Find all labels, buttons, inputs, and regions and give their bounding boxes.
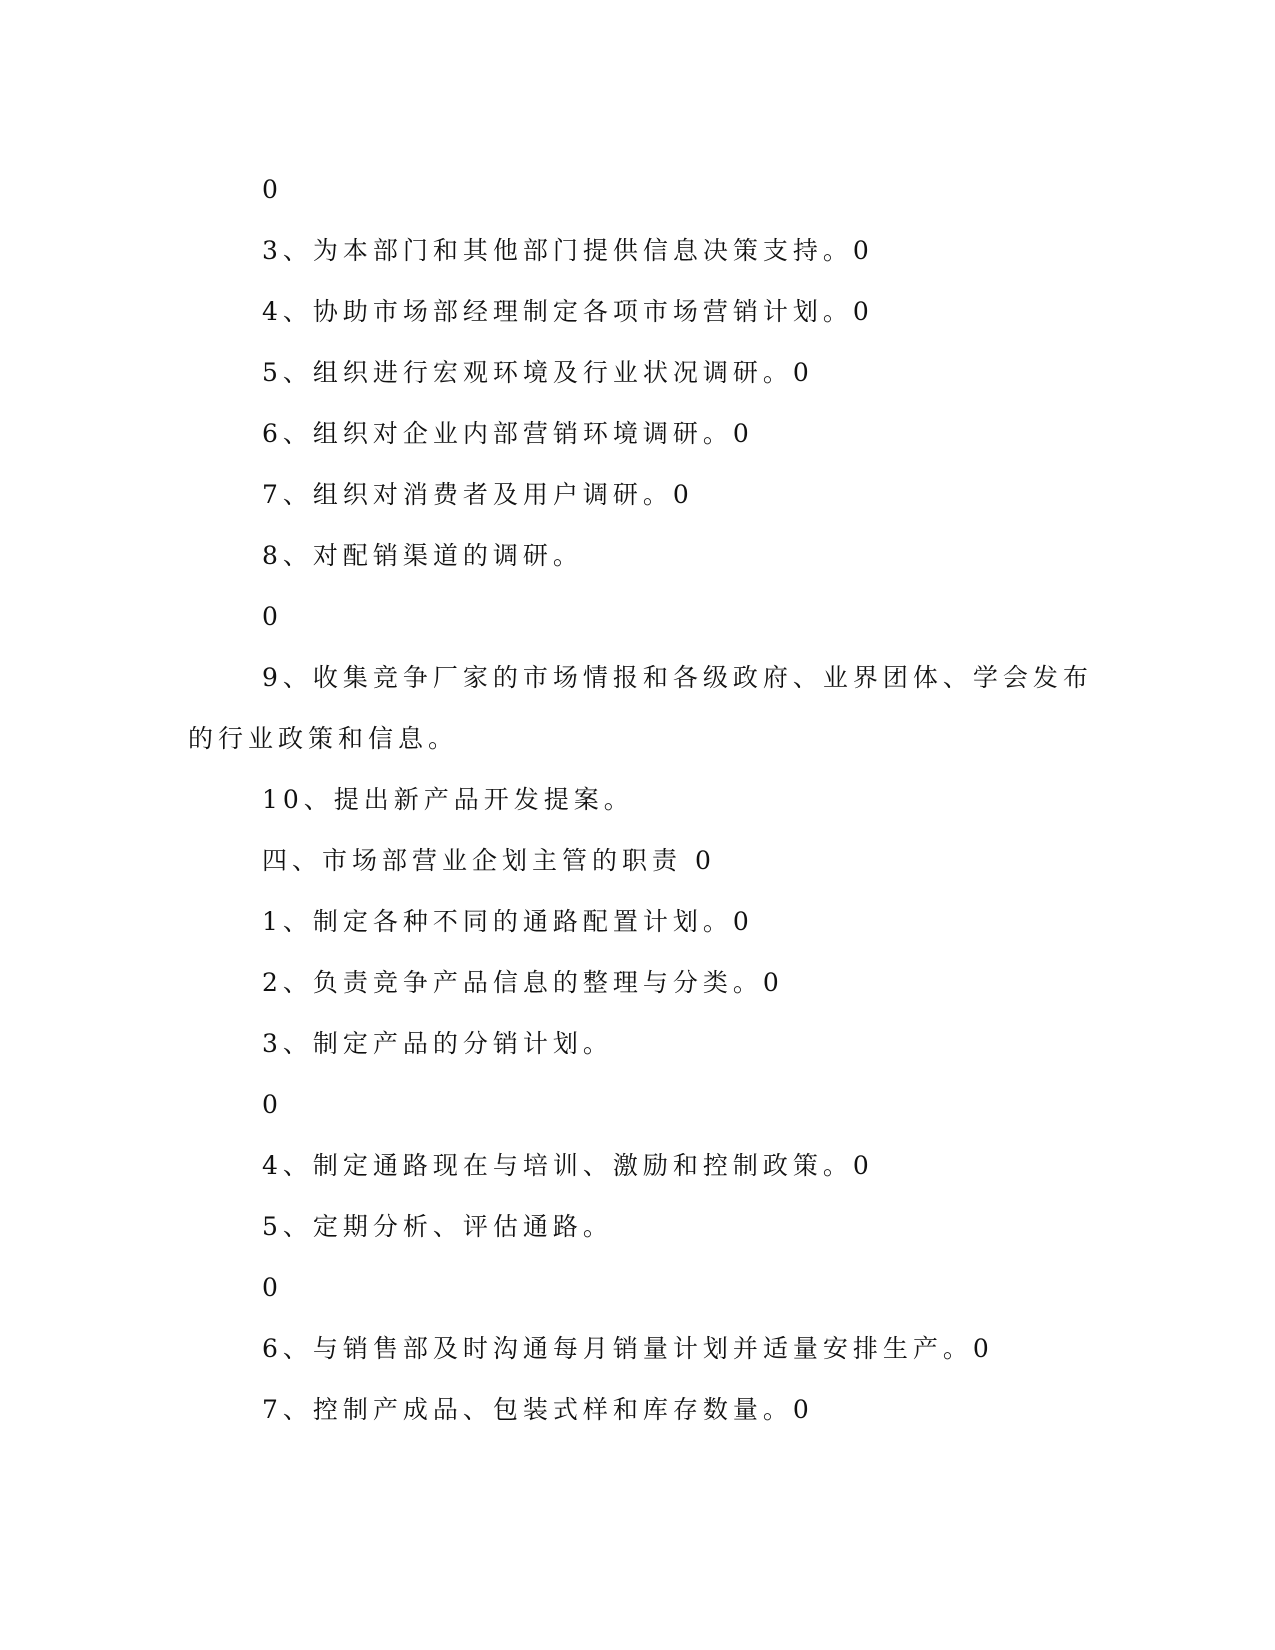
text-line: 0 xyxy=(262,175,283,204)
list-item: 8、对配销渠道的调研。 xyxy=(262,541,583,570)
list-item: 6、组织对企业内部营销环境调研。0 xyxy=(262,419,754,448)
list-item: 5、组织进行宏观环境及行业状况调研。0 xyxy=(262,358,814,387)
section-heading: 四、市场部营业企划主管的职责 0 xyxy=(262,846,716,875)
text-line: 0 xyxy=(262,602,283,631)
list-item: 3、为本部门和其他部门提供信息决策支持。0 xyxy=(262,236,874,265)
list-item: 7、控制产成品、包装式样和库存数量。0 xyxy=(262,1395,814,1424)
list-item: 10、提出新产品开发提案。 xyxy=(262,785,634,814)
list-item: 5、定期分析、评估通路。 xyxy=(262,1212,613,1241)
list-item: 7、组织对消费者及用户调研。0 xyxy=(262,480,694,509)
text-line: 0 xyxy=(262,1273,283,1302)
list-item: 9、收集竞争厂家的市场情报和各级政府、业界团体、学会发布 xyxy=(262,663,1093,692)
list-item: 2、负责竞争产品信息的整理与分类。0 xyxy=(262,968,784,997)
list-item: 4、制定通路现在与培训、激励和控制政策。0 xyxy=(262,1151,874,1180)
list-item: 4、协助市场部经理制定各项市场营销计划。0 xyxy=(262,297,874,326)
list-item-continuation: 的行业政策和信息。 xyxy=(188,724,459,753)
text-line: 0 xyxy=(262,1090,283,1119)
list-item: 6、与销售部及时沟通每月销量计划并适量安排生产。0 xyxy=(262,1334,994,1363)
list-item: 3、制定产品的分销计划。 xyxy=(262,1029,613,1058)
list-item: 1、制定各种不同的通路配置计划。0 xyxy=(262,907,754,936)
